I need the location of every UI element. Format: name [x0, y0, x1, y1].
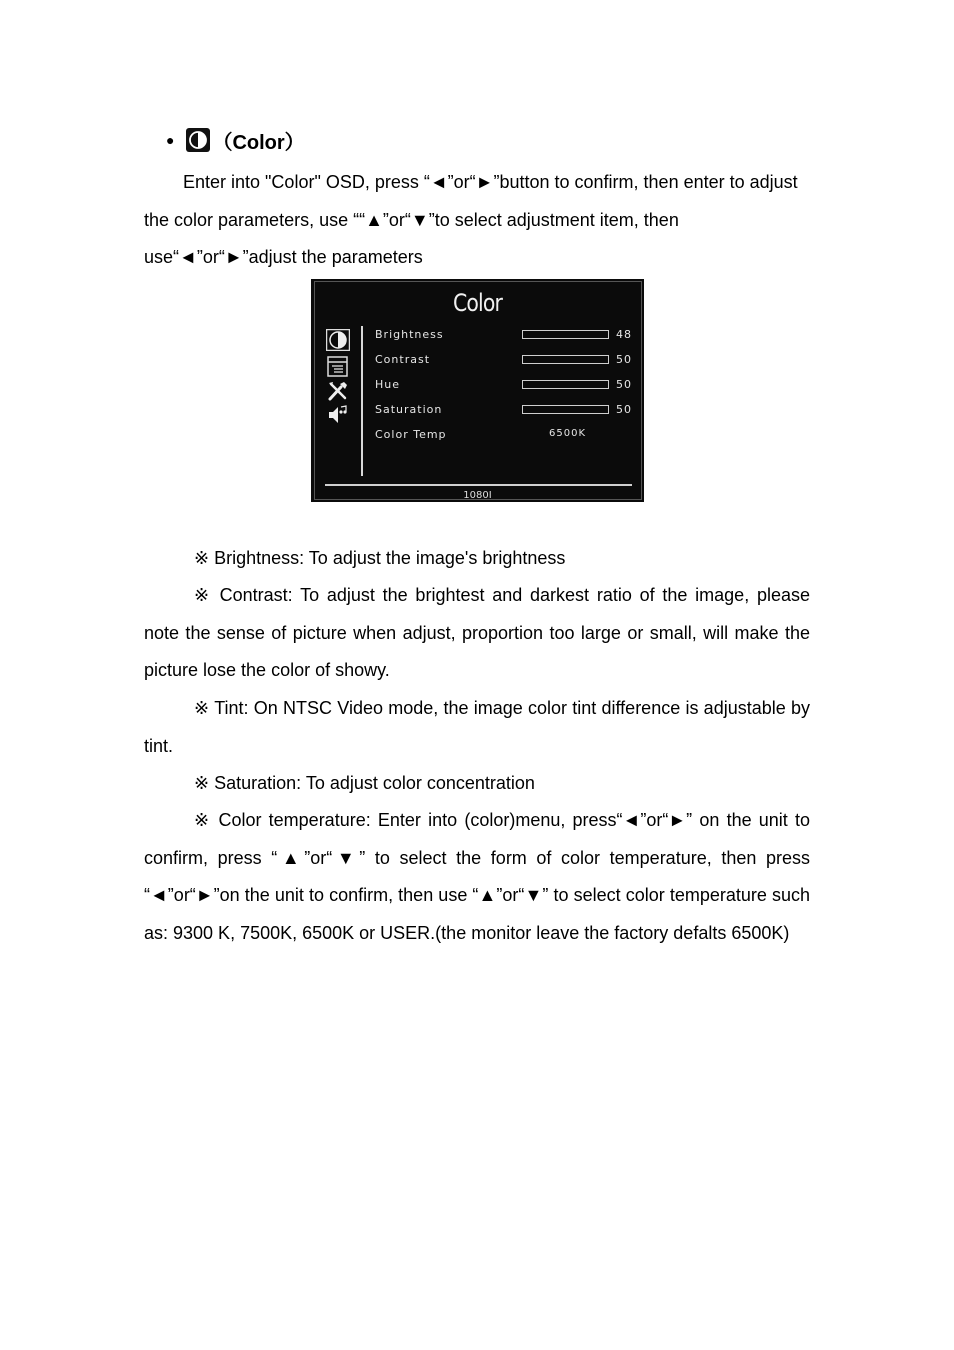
tools-icon — [326, 380, 350, 402]
osd-title: Color — [452, 289, 503, 317]
osd-item-saturation[interactable] — [375, 403, 635, 417]
note-brightness: ※ Brightness: To adjust the image's brightness — [194, 548, 566, 568]
speaker-icon — [326, 404, 350, 426]
osd-level-bar — [522, 380, 609, 389]
osd-item-value: 50 — [616, 353, 632, 366]
heading-title: （Color） — [212, 131, 305, 154]
osd-item-label: Saturation — [375, 403, 443, 416]
osd-item-contrast[interactable] — [375, 353, 635, 367]
osd-item-value: 50 — [616, 378, 632, 391]
note-saturation: ※ Saturation: To adjust color concentration — [194, 773, 535, 793]
osd-screenshot — [311, 279, 644, 502]
menu-list-icon — [326, 356, 350, 378]
section-heading — [166, 124, 305, 156]
intro-paragraph: Enter into "Color" OSD, press “◄”or“►”button to confirm, then enter to adjust the color parameters, use ““▲”or“▼”to select adjustment item, then use“◄”or“►”adjust the parameters — [144, 172, 798, 267]
note-tint: ※ Tint: On NTSC Video mode, the image color tint difference is adjustable by tint. — [144, 698, 810, 756]
osd-item-value: 48 — [616, 328, 632, 341]
osd-item-value: 50 — [616, 403, 632, 416]
osd-divider-horizontal — [325, 484, 632, 486]
osd-item-label: Contrast — [375, 353, 431, 366]
osd-item-hue[interactable] — [375, 378, 635, 392]
note-color-temperature: ※ Color temperature: Enter into (color)menu, press“◄”or“►” on the unit to confirm, press “▲”or“▼” to select the form of color temperature, then press “◄”or“►”on the unit to confirm, then use “▲”or“▼” to select color temperature such as: 9300 K, 7500K, 6500K or USER.(the monitor leave the factory defalts 6500K) — [144, 810, 810, 943]
osd-item-label: Brightness — [375, 328, 444, 341]
osd-level-bar — [522, 355, 609, 364]
note-contrast: ※ Contrast: To adjust the brightest and darkest ratio of the image, please note the sense of picture when adjust, proportion too large or small, will make the picture lose the color of showy. — [144, 585, 810, 680]
osd-item-color-temp[interactable] — [375, 428, 635, 442]
osd-resolution-label: 1080I — [463, 490, 492, 501]
contrast-icon — [186, 128, 210, 152]
osd-item-brightness[interactable] — [375, 328, 635, 342]
osd-item-label: Color Temp — [375, 428, 447, 441]
contrast-icon — [326, 329, 350, 351]
osd-divider-vertical — [361, 326, 363, 476]
bullet: ● — [166, 132, 175, 148]
osd-item-value: 6500K — [549, 428, 587, 439]
osd-level-bar — [522, 330, 609, 339]
osd-item-label: Hue — [375, 378, 401, 391]
osd-level-bar — [522, 405, 609, 414]
